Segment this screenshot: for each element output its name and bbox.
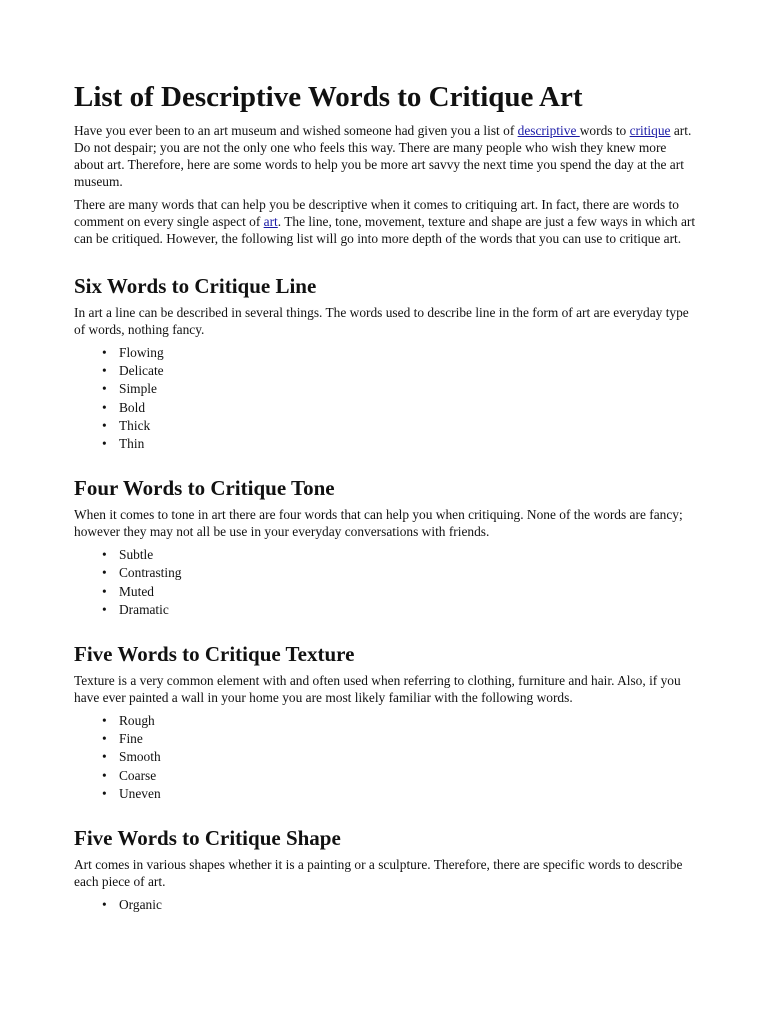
intro-text: art. Do not despair; you are not the only one who feels this way. There are many people who wish they knew more about art. Therefore, here are some words to help you be more art savvy the next time you spend the day at the art museum. <box>74 123 692 189</box>
spacer <box>74 453 696 475</box>
section-paragraph: Texture is a very common element with and often used when referring to clothing, furniture and hair. Also, if you have ever painted a wall in your home you are most likely familiar with the following words. <box>74 673 681 706</box>
word-list <box>74 896 696 914</box>
section-paragraph: In art a line can be described in several things. The words used to describe line in the form of art are everyday type of words, nothing fancy. <box>74 305 689 337</box>
section-tone <box>74 475 696 619</box>
list-item: • Smooth <box>102 748 696 766</box>
section-heading: Five Words to Critique Shape <box>74 826 341 851</box>
intro-paragraph-2 <box>74 196 696 247</box>
section-texture <box>74 641 696 803</box>
list-item: • Delicate <box>102 362 696 380</box>
list-item: • Fine <box>102 730 696 748</box>
spacer <box>74 803 696 825</box>
section-line <box>74 273 696 453</box>
list-item: • Coarse <box>102 767 696 785</box>
intro-text: words to <box>579 123 630 138</box>
list-item: • Muted <box>102 583 696 601</box>
word-list <box>74 344 696 453</box>
list-item: • Rough <box>102 712 696 730</box>
list-item: • Uneven <box>102 785 696 803</box>
section-shape <box>74 825 696 914</box>
word-list <box>74 546 696 619</box>
list-item: • Bold <box>102 399 696 417</box>
critique-link[interactable]: critique <box>629 123 671 138</box>
section-heading: Four Words to Critique Tone <box>74 476 335 501</box>
spacer <box>74 253 696 273</box>
descriptive-link[interactable]: descriptive <box>517 123 580 138</box>
list-item: • Flowing <box>102 344 696 362</box>
art-link[interactable]: art <box>263 214 278 229</box>
section-paragraph: Art comes in various shapes whether it is a painting or a sculpture. Therefore, there are specific words to describe each piece of art. <box>74 857 683 890</box>
section-heading: Five Words to Critique Texture <box>74 642 355 667</box>
intro-paragraph-1 <box>74 122 696 190</box>
list-item: • Subtle <box>102 546 696 564</box>
spacer <box>74 619 696 641</box>
list-item: • Organic <box>102 896 696 914</box>
section-paragraph: When it comes to tone in art there are four words that can help you when critiquing. None of the words are fancy; however they may not all be use in your everyday conversations with friends. <box>74 507 683 540</box>
list-item: • Dramatic <box>102 601 696 619</box>
intro-text: There are many words that can help you be descriptive when it comes to critiquing art. In fact, there are words to comment on every single aspect of <box>74 197 679 229</box>
list-item: • Thick <box>102 417 696 435</box>
page-title: List of Descriptive Words to Critique Art <box>74 81 583 113</box>
list-item: • Contrasting <box>102 564 696 582</box>
section-heading: Six Words to Critique Line <box>74 274 317 298</box>
intro-text: Have you ever been to an art museum and wished someone had given you a list of <box>74 123 518 138</box>
list-item: • Thin <box>102 435 696 453</box>
word-list <box>74 712 696 803</box>
document-page <box>74 80 696 914</box>
intro-text: . The line, tone, movement, texture and shape are just a few ways in which art can be critiqued. However, the following list will go into more depth of the words that you can use to critique art. <box>74 214 696 246</box>
list-item: • Simple <box>102 380 696 398</box>
